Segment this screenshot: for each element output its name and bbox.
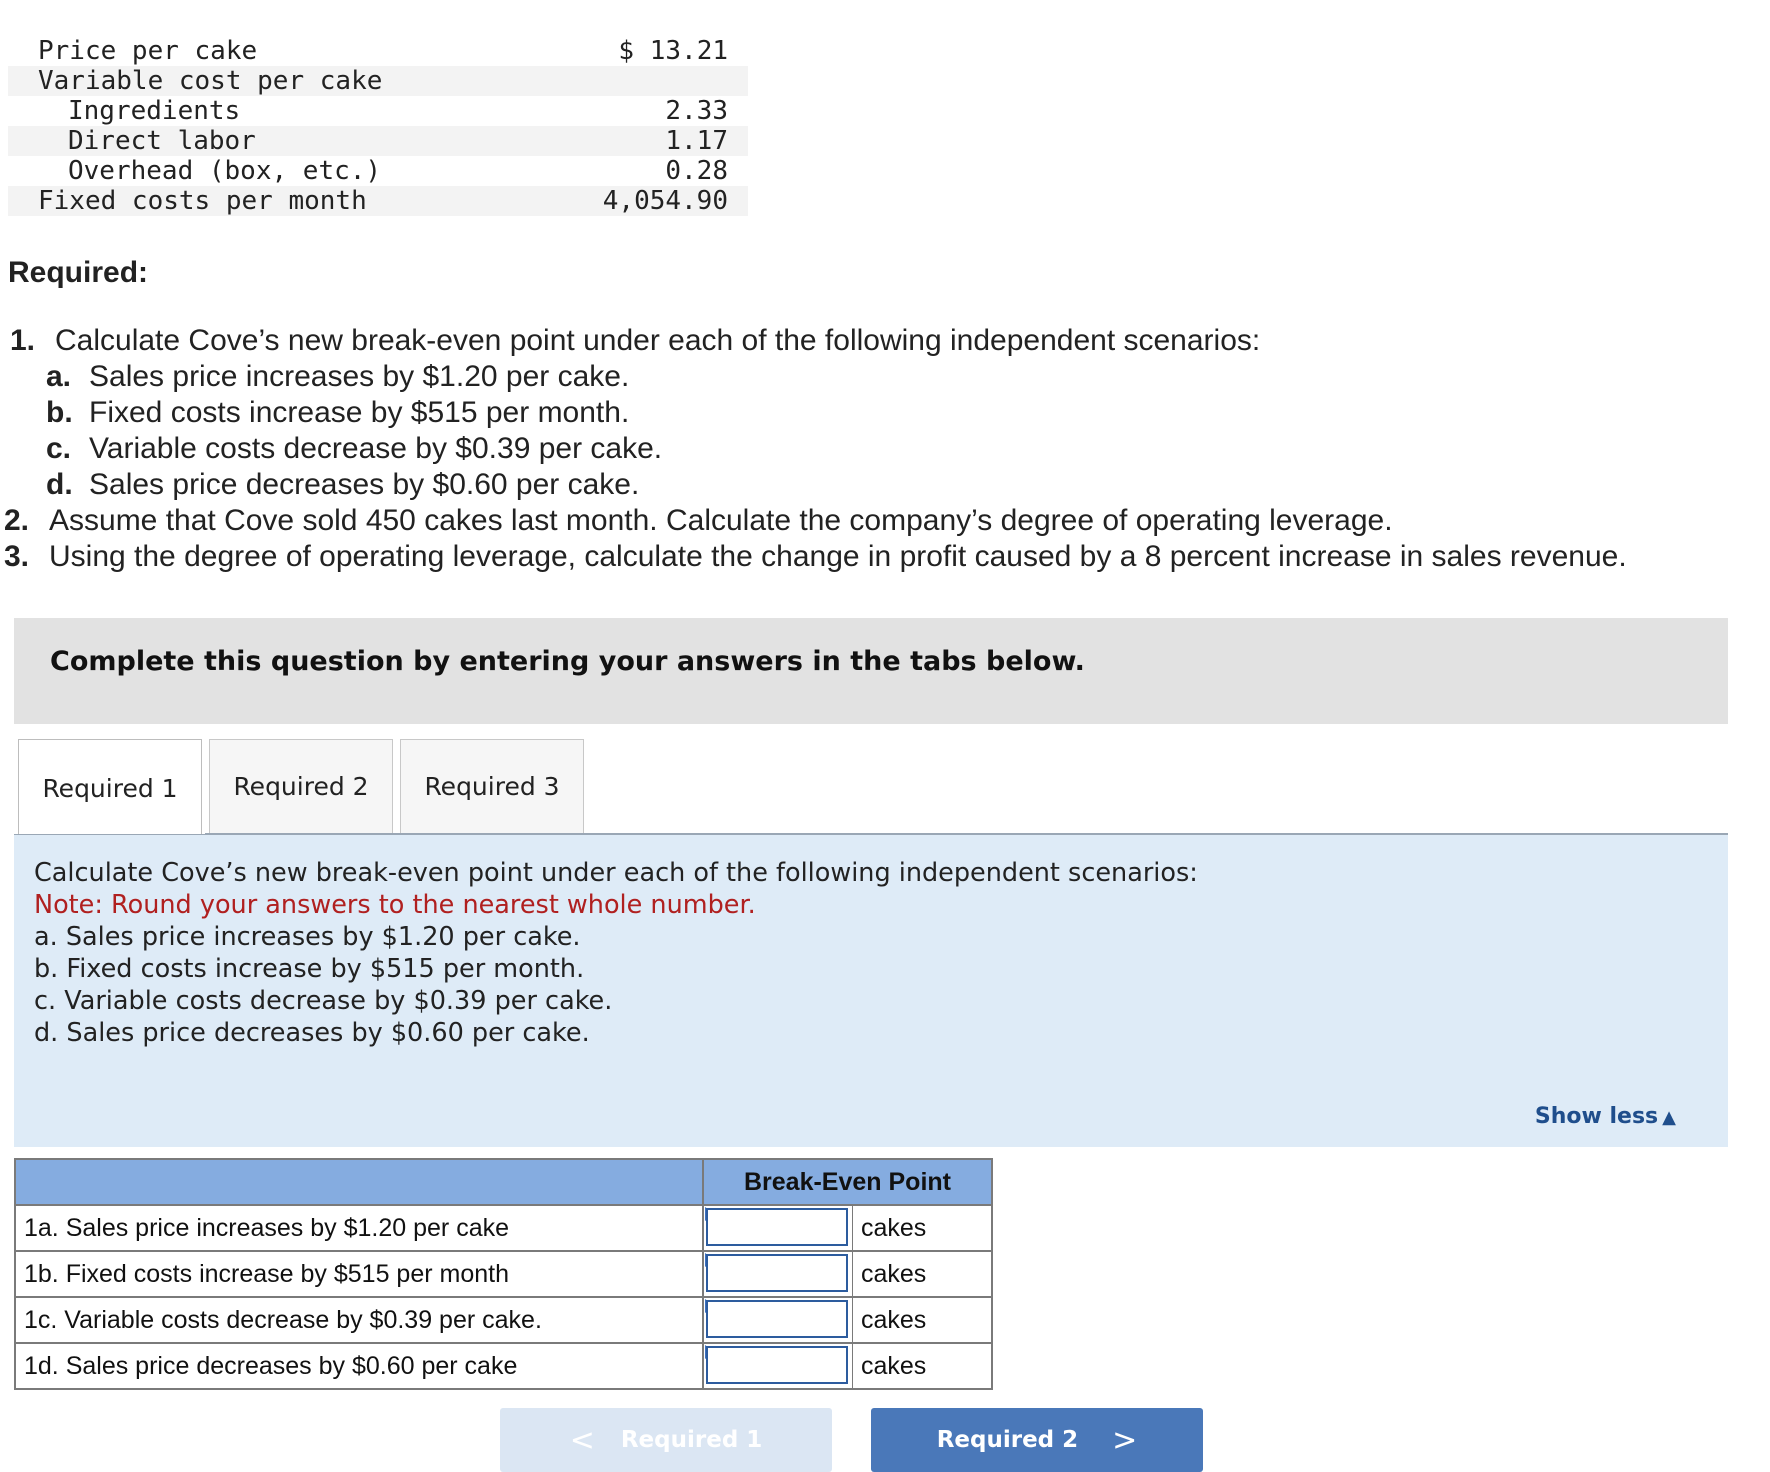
answer-row [15,1297,992,1343]
answer-row-label: 1d. Sales price decreases by $0.60 per cake [15,1343,703,1389]
cost-data-table [8,36,748,216]
unit-label: cakes [853,1205,993,1251]
question-letter: d. [46,468,73,501]
cost-label: Fixed costs per month [8,186,541,216]
cost-value: 4,054.90 [541,186,748,216]
question-number: 3. [4,540,30,573]
question-text: Sales price increases by $1.20 per cake. [89,360,630,393]
answer-row-label: 1a. Sales price increases by $1.20 per cake [15,1205,703,1251]
panel-item: a. Sales price increases by $1.20 per cake. [34,922,581,952]
question-letter: a. [46,360,72,393]
cost-value [541,66,748,96]
tab-required-2[interactable]: Required 2 [209,739,393,833]
header-blank-cell [15,1159,703,1205]
rounding-note: Note: Round your answers to the nearest whole number. [34,890,756,920]
answer-row [15,1343,992,1389]
answer-row [15,1251,992,1297]
question-1b [46,395,629,431]
answer-grid [14,1158,993,1390]
cost-value: $ 13.21 [618,36,728,66]
prev-button-label: Required 1 [620,1427,763,1453]
question-1 [10,323,1260,359]
panel-intro: Calculate Cove’s new break-even point under each of the following independent scenarios: [34,858,1198,888]
unit-label: cakes [853,1251,993,1297]
instruction-text: Complete this question by entering your answers in the tabs below. [50,646,1085,677]
break-even-header: Break-Even Point [703,1159,992,1205]
break-even-input-1d[interactable] [706,1346,848,1384]
cost-row [8,186,748,216]
cost-row [8,156,748,186]
next-button-label: Required 2 [936,1427,1079,1453]
answer-input-cell [703,1297,853,1343]
show-less-label: Show less [1534,1104,1659,1129]
question-text: Fixed costs increase by $515 per month. [89,396,630,429]
show-less-link[interactable] [1535,1104,1676,1129]
answer-input-cell [703,1205,853,1251]
cost-label: Price per cake [38,36,258,66]
question-1d [46,467,639,503]
question-number: 1. [10,324,36,357]
answer-header-row [15,1159,992,1205]
chevron-right-icon: > [1112,1422,1138,1458]
cost-value: 2.33 [665,96,728,126]
question-text: Using the degree of operating leverage, calculate the change in profit caused by a 8 percent increase in sales revenue. [49,540,1627,573]
panel-item: b. Fixed costs increase by $515 per month. [34,954,585,984]
question-text: Sales price decreases by $0.60 per cake. [89,468,640,501]
prev-required-button[interactable] [500,1408,832,1472]
cost-row [8,36,748,66]
cost-row [8,126,748,156]
panel-item: c. Variable costs decrease by $0.39 per cake. [34,986,613,1016]
panel-text [34,857,1198,1049]
question-text: Variable costs decrease by $0.39 per cake. [89,432,663,465]
break-even-input-1c[interactable] [706,1300,848,1338]
answer-input-cell [703,1251,853,1297]
cost-label: Ingredients [68,96,241,126]
cost-label: Direct labor [8,126,541,156]
break-even-input-1a[interactable] [706,1208,848,1246]
question-text: Assume that Cove sold 450 cakes last month. Calculate the company’s degree of operating leverage. [49,504,1393,537]
answer-input-cell [703,1343,853,1389]
cost-value: 1.17 [541,126,748,156]
tab-content-panel [14,834,1728,1147]
triangle-up-icon: ▲ [1662,1107,1676,1128]
question-text: Calculate Cove’s new break-even point under each of the following independent scenarios: [55,324,1261,357]
question-2 [4,503,1393,539]
cost-label: Overhead (box, etc.) [68,156,382,186]
cost-label: Variable cost per cake [8,66,541,96]
cost-row [8,66,748,96]
tab-required-3[interactable]: Required 3 [400,739,584,833]
answer-row [15,1205,992,1251]
cost-row [8,96,748,126]
answer-row-label: 1c. Variable costs decrease by $0.39 per cake. [15,1297,703,1343]
chevron-left-icon: < [569,1422,595,1458]
question-1a [46,359,629,395]
question-3 [4,539,1627,575]
tab-required-1[interactable]: Required 1 [18,739,202,836]
next-required-button[interactable] [871,1408,1203,1472]
unit-label: cakes [853,1297,993,1343]
question-1c [46,431,662,467]
instruction-bar [14,618,1728,724]
break-even-input-1b[interactable] [706,1254,848,1292]
panel-item: d. Sales price decreases by $0.60 per cake. [34,1018,590,1048]
question-letter: c. [46,432,72,465]
question-letter: b. [46,396,73,429]
required-heading: Required: [8,256,149,289]
cost-value: 0.28 [665,156,728,186]
unit-label: cakes [853,1343,993,1389]
question-number: 2. [4,504,30,537]
answer-row-label: 1b. Fixed costs increase by $515 per month [15,1251,703,1297]
